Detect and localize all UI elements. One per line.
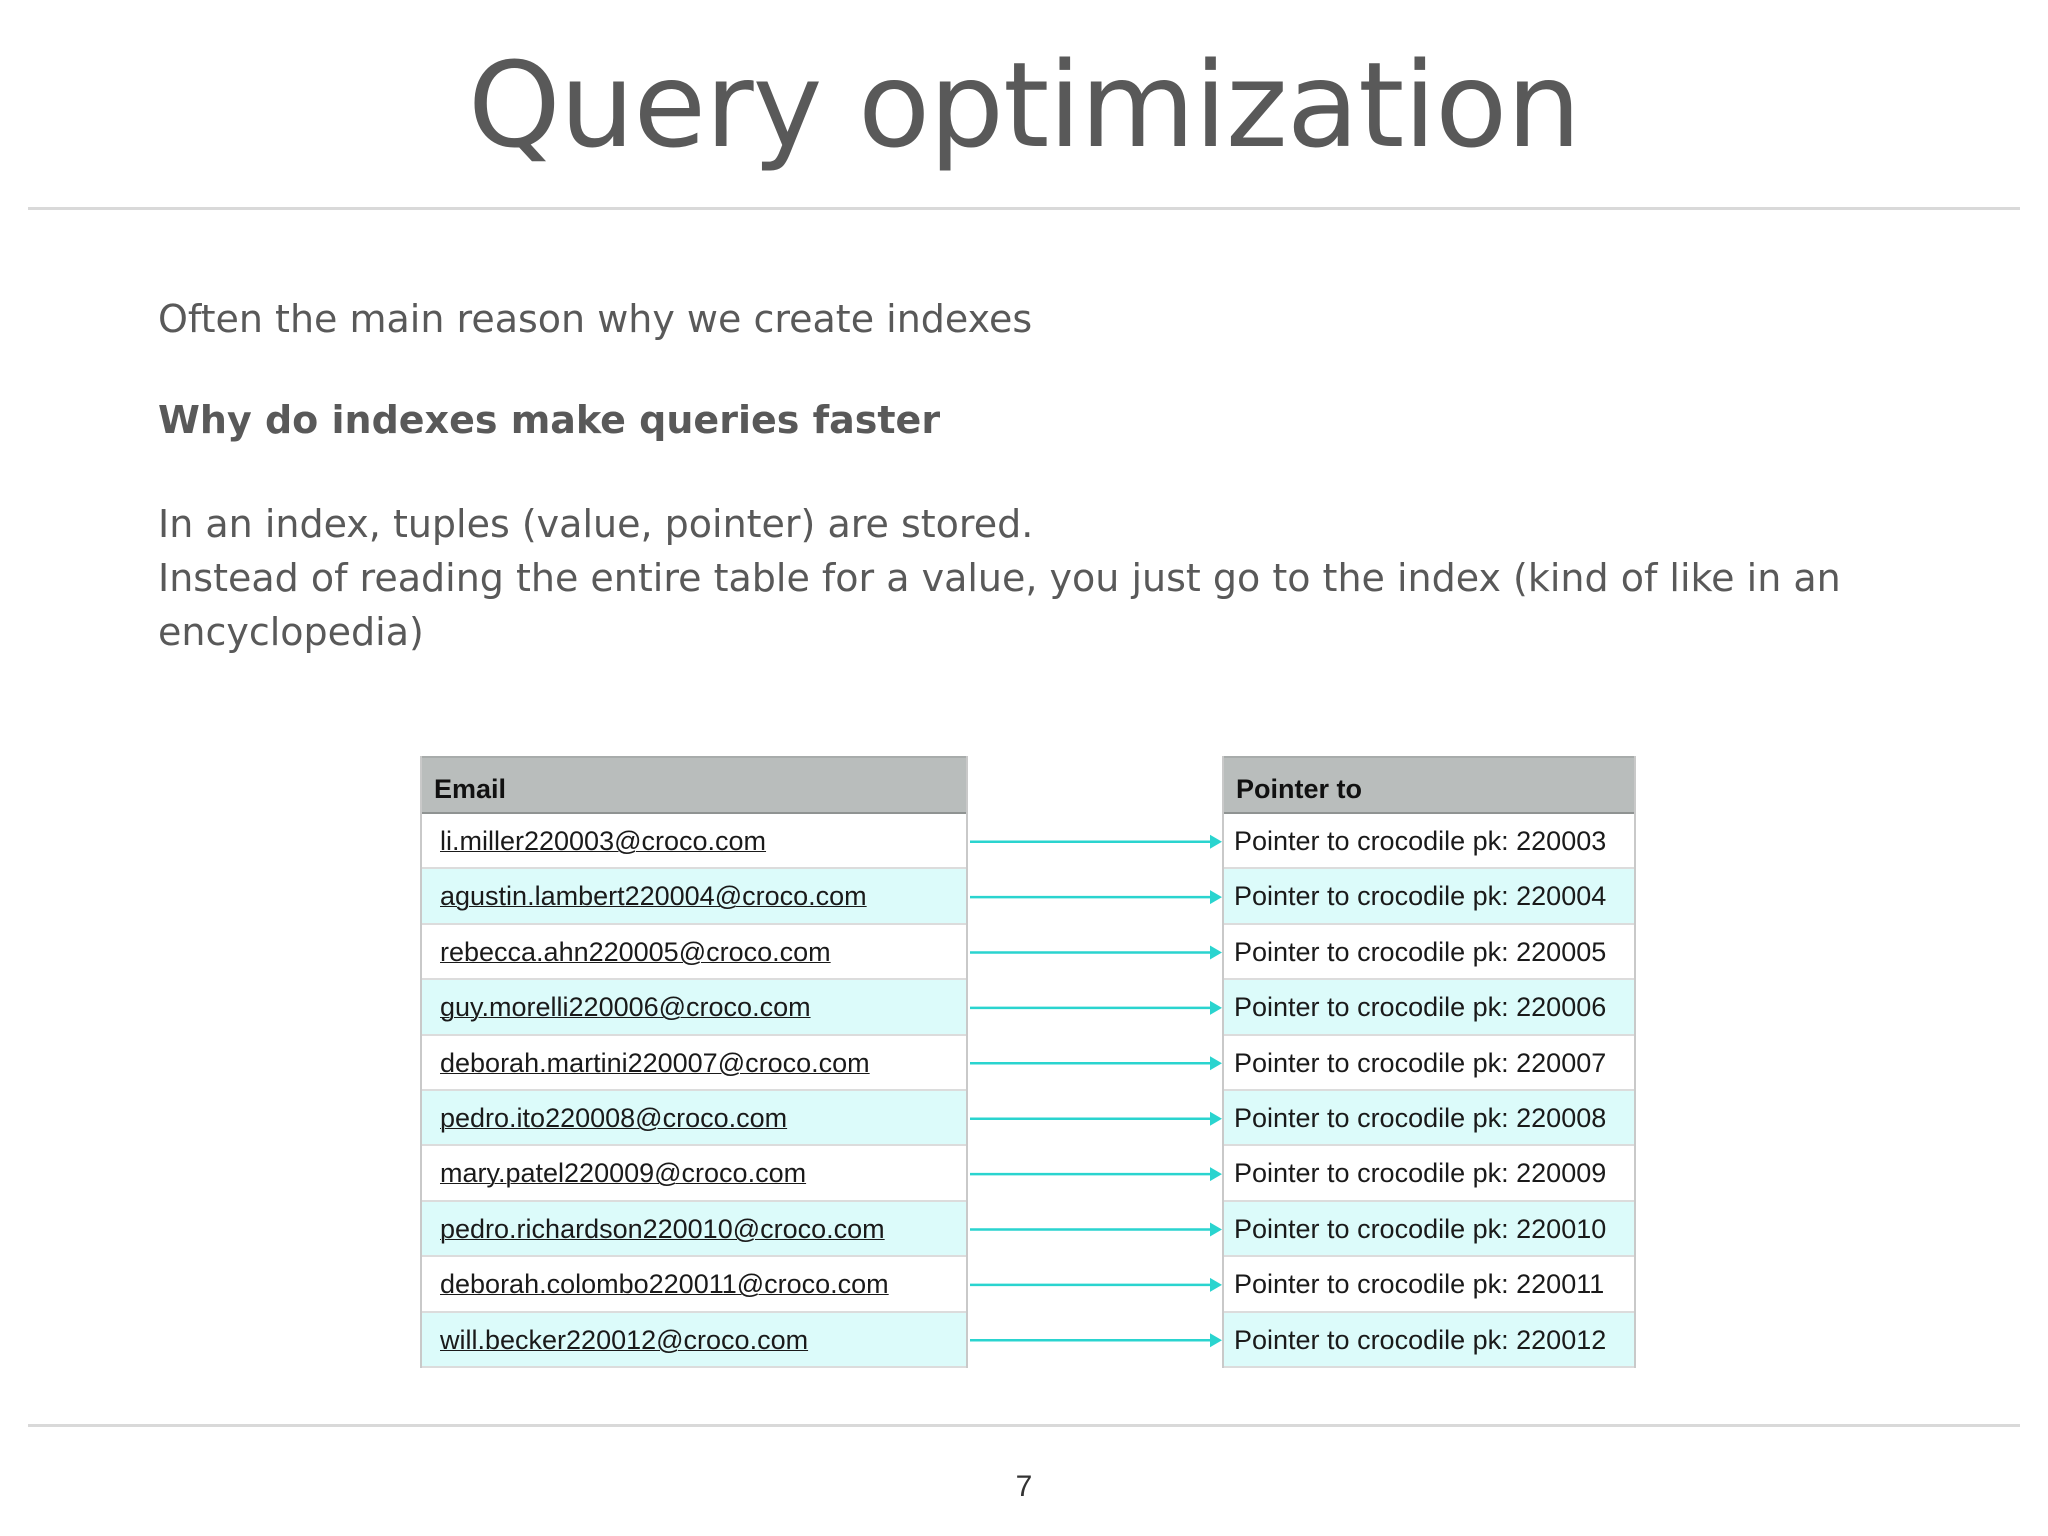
pointer-cell: Pointer to crocodile pk: 220012 — [1224, 1313, 1634, 1368]
pointer-rows — [1224, 814, 1634, 1368]
email-table — [420, 756, 968, 1368]
email-value: agustin.lambert220004@croco.com — [440, 881, 867, 912]
email-cell — [422, 1146, 966, 1201]
page-number: 7 — [1015, 1470, 1033, 1503]
email-value: deborah.martini220007@croco.com — [440, 1047, 870, 1078]
email-value: deborah.colombo220011@croco.com — [440, 1269, 889, 1300]
arrow-head — [1210, 946, 1222, 960]
email-cell — [422, 1313, 966, 1368]
pointer-cell: Pointer to crocodile pk: 220010 — [1224, 1202, 1634, 1257]
arrow-head — [1210, 835, 1222, 849]
paragraph-line: In an index, tuples (value, pointer) are stored. — [158, 502, 1034, 546]
email-value: mary.patel220009@croco.com — [440, 1158, 807, 1189]
index-diagram — [420, 756, 1636, 1368]
email-cell — [422, 869, 966, 924]
email-cell — [422, 1257, 966, 1312]
pointer-cell: Pointer to crocodile pk: 220006 — [1224, 980, 1634, 1035]
pointer-cell: Pointer to crocodile pk: 220004 — [1224, 869, 1634, 924]
arrow-head — [1210, 1001, 1222, 1015]
pointer-cell: Pointer to crocodile pk: 220007 — [1224, 1036, 1634, 1091]
email-cell — [422, 1202, 966, 1257]
pointer-cell: Pointer to crocodile pk: 220008 — [1224, 1091, 1634, 1146]
explanation-paragraph — [158, 497, 1878, 659]
email-value: rebecca.ahn220005@croco.com — [440, 936, 831, 967]
email-rows — [422, 814, 966, 1368]
email-value: pedro.ito220008@croco.com — [440, 1102, 788, 1133]
pointer-cell: Pointer to crocodile pk: 220005 — [1224, 925, 1634, 980]
pointer-cell: Pointer to crocodile pk: 220003 — [1224, 814, 1634, 869]
email-value: li.miller220003@croco.com — [440, 826, 767, 856]
arrow-head — [1210, 1333, 1222, 1347]
pointer-arrows — [968, 756, 1224, 1368]
email-cell — [422, 814, 966, 869]
email-column-header: Email — [422, 756, 966, 814]
email-cell — [422, 925, 966, 980]
pointer-table — [1222, 756, 1636, 1368]
email-value: will.becker220012@croco.com — [440, 1324, 809, 1355]
pointer-cell: Pointer to crocodile pk: 220011 — [1224, 1257, 1634, 1312]
arrow-head — [1210, 890, 1222, 904]
email-cell — [422, 1091, 966, 1146]
arrow-head — [1210, 1223, 1222, 1237]
pointer-column-header: Pointer to — [1224, 756, 1634, 814]
arrow-head — [1210, 1278, 1222, 1292]
email-cell — [422, 980, 966, 1035]
arrow-head — [1210, 1112, 1222, 1126]
pointer-cell: Pointer to crocodile pk: 220009 — [1224, 1146, 1634, 1201]
intro-text: Often the main reason why we create indexes — [158, 297, 1033, 341]
footer-divider — [28, 1424, 2020, 1427]
slide-title: Query optimization — [467, 36, 1581, 174]
title-divider — [28, 207, 2020, 210]
arrow-head — [1210, 1167, 1222, 1181]
arrow-head — [1210, 1056, 1222, 1070]
paragraph-line: encyclopedia) — [158, 610, 424, 654]
section-heading: Why do indexes make queries faster — [158, 398, 941, 442]
email-cell — [422, 1036, 966, 1091]
email-value: guy.morelli220006@croco.com — [440, 992, 811, 1023]
email-value: pedro.richardson220010@croco.com — [440, 1213, 885, 1244]
paragraph-line: Instead of reading the entire table for a value, you just go to the index (kind of like in an — [158, 556, 1841, 600]
